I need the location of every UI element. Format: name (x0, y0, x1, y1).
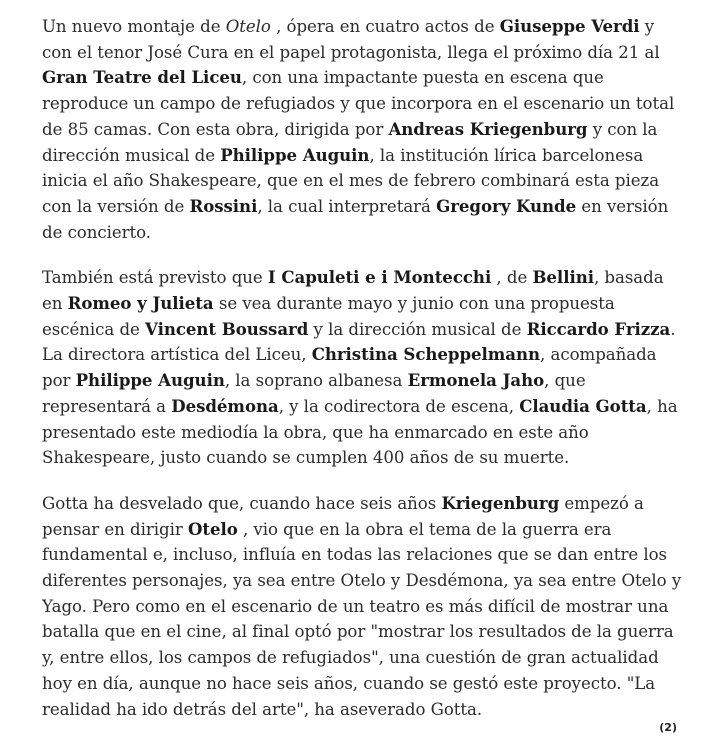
emphasized-name: Romeo y Julieta (67, 293, 214, 314)
paragraph-2: También está previsto que I Capuleti e i Montecchi , de Bellini, basada en Romeo y Julieta se vea durante mayo y junio con una propuesta escénica de Vincent Boussard y la dirección musical de Riccardo Frizza. La directora artística del Liceu, Christina Scheppelmann, acompañada por Philippe Auguin, la soprano albanesa Ermonela Jaho, que representará a Desdémona, y la codirectora de escena, Claudia Gotta, ha presentado este mediodía la obra, que ha enmarcado en este año Shakespeare, justo cuando se cumplen 400 años de su muerte. (42, 267, 678, 468)
emphasized-name: Otelo (187, 518, 238, 539)
paragraph-1: Un nuevo montaje de Otelo , ópera en cuatro actos de Giuseppe Verdi y con el tenor José Cura en el papel protagonista, llega el próximo día 21 al Gran Teatre del Liceu, con una impactante puesta en escena que reproduce un campo de refugiados y que incorpora en el escenario un total de 85 camas. Con esta obra, dirigida por Andreas Kriegenburg y con la dirección musical de Philippe Auguin, la institución lírica barcelonesa inicia el año Shakespeare, que en el mes de febrero combinará esta pieza con la versión de Rossini, la cual interpretará Gregory Kunde en versión de concierto. (42, 16, 675, 242)
emphasized-name: Kriegenburg (441, 492, 560, 513)
page-number: (2) (659, 721, 677, 734)
emphasized-name: Christina Scheppelmann (311, 344, 541, 365)
emphasized-name: Philippe Auguin (220, 144, 370, 165)
emphasized-name: Desdémona (171, 395, 279, 416)
emphasized-name: Vincent Boussard (145, 318, 309, 339)
italic-title: Otelo (225, 17, 271, 36)
emphasized-name: Giuseppe Verdi (499, 16, 640, 36)
emphasized-name: I Capuleti e i Montecchi (267, 267, 492, 288)
emphasized-name: Gregory Kunde (436, 195, 577, 216)
emphasized-name: Riccardo Frizza (526, 318, 671, 339)
emphasized-name: Claudia Gotta (519, 395, 647, 416)
emphasized-name: Gran Teatre del Liceu (42, 67, 242, 88)
emphasized-name: Bellini (532, 267, 594, 288)
article-body (42, 14, 682, 742)
paragraph-3: Gotta ha desvelado que, cuando hace seis años Kriegenburg empezó a pensar en dirigir Otelo , vio que en la obra el tema de la guerra era fundamental e, incluso, influía en todas las relaciones que se dan entre los diferentes personajes, ya sea entre Otelo y Desdémona, ya sea entre Otelo y Yago. Pero como en el escenario de un teatro es más difícil de mostrar una batalla que en el cine, al final optó por "mostrar los resultados de la guerra y, entre ellos, los campos de refugiados", una cuestión de gran actualidad hoy en día, aunque no hace seis años, cuando se gestó este proyecto. "La realidad ha ido detrás del arte", ha aseverado Gotta. (42, 492, 682, 719)
emphasized-name: Ermonela Jaho (407, 370, 545, 391)
emphasized-name: Andreas Kriegenburg (388, 118, 588, 139)
emphasized-name: Rossini (189, 195, 258, 216)
emphasized-name: Philippe Auguin (75, 370, 225, 391)
